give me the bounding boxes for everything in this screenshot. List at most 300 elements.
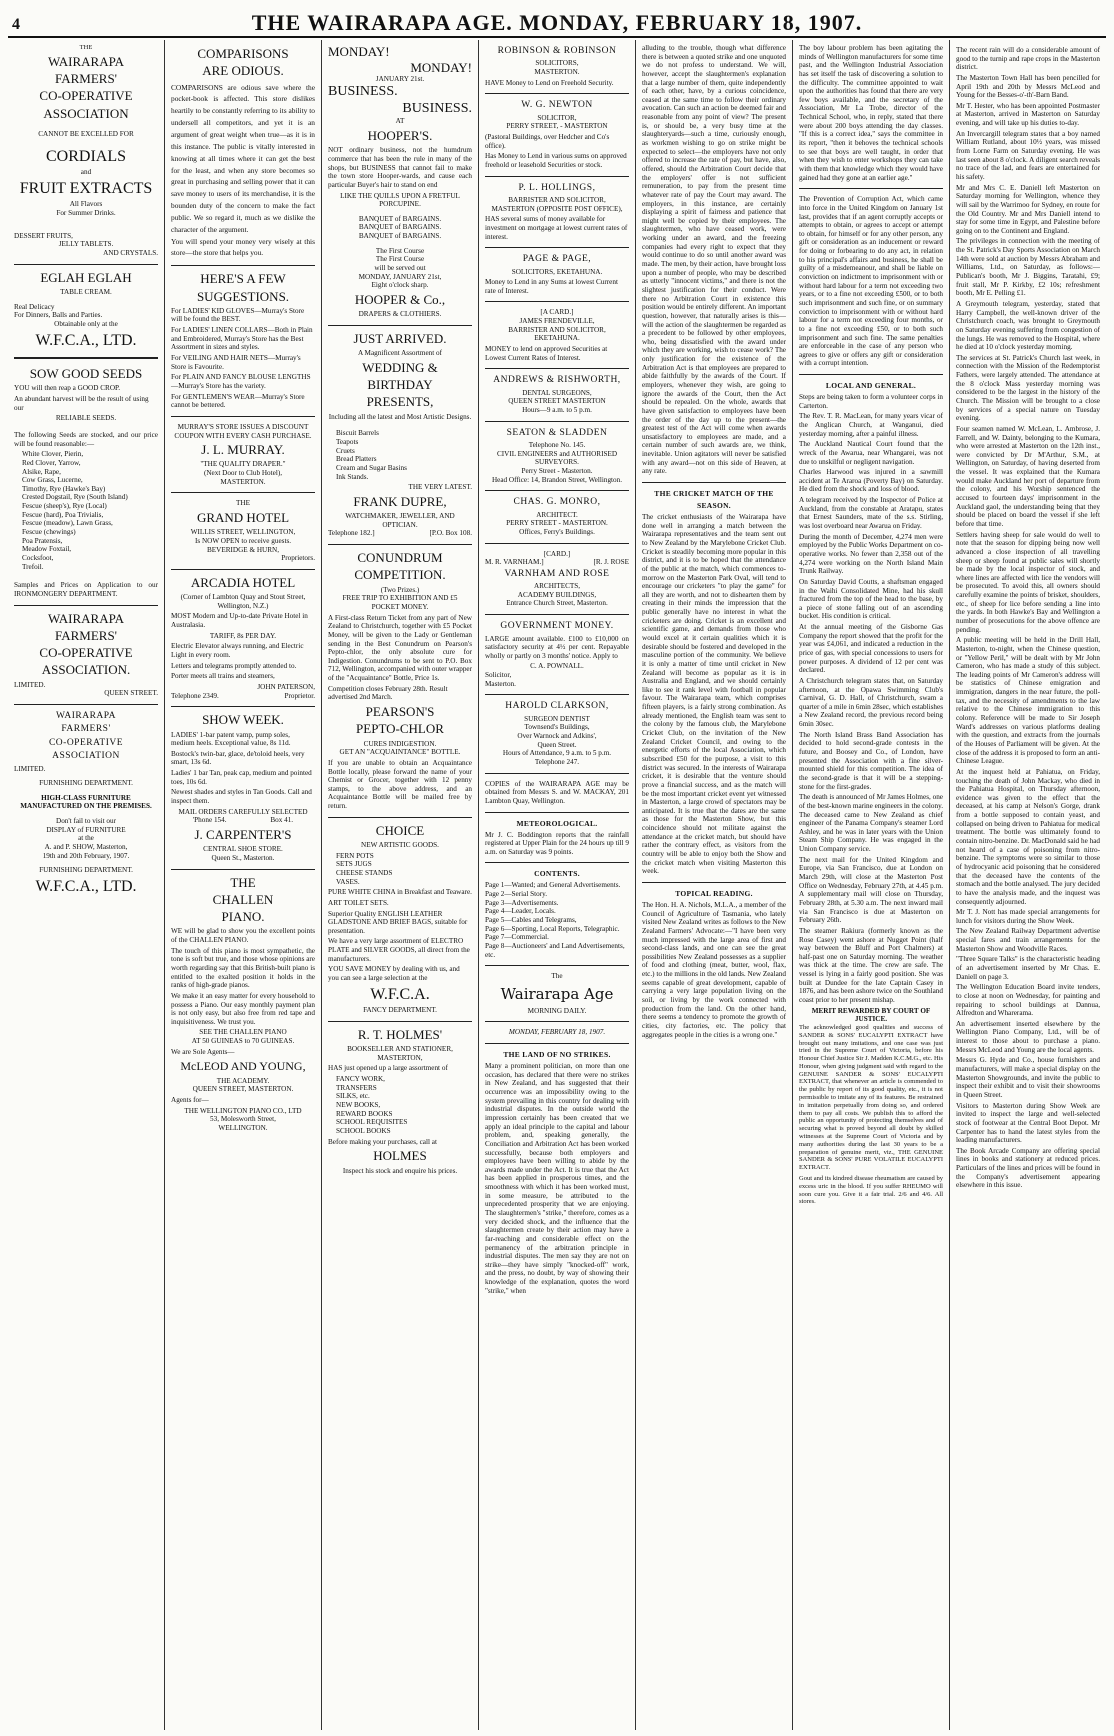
list-item: Cow Grass, Lucerne, [22, 476, 83, 485]
competition-closes: Competition closes February 28th. Result advertised 2nd March. [328, 684, 448, 702]
save-money: YOU SAVE MONEY by dealing with us, and you can see a large selection at the [328, 965, 460, 982]
banquet: BANQUET of BARGAINS. [358, 232, 442, 241]
varnham-partners [485, 558, 629, 567]
news-item: Visitors to Masterton during Show Week are invited to inspect the large and well-selected stock of footwear at the Central Boot Depot. Mr Carpenter has to hand the latest styles from the leading manufacturers. [956, 1101, 1100, 1145]
wfca-ad-name-3: CO-OPERATIVE [39, 88, 133, 104]
shoe-item: Newest shades and styles in Tan Goods. Call and inspect them. [171, 788, 312, 806]
holmes-list [336, 1075, 472, 1135]
holmes-town: MASTERTON, [377, 1053, 423, 1062]
varnham-name: VARNHAM AND ROSE [504, 568, 610, 579]
clarkson-street: Queen Street. [537, 740, 577, 749]
frendeville-title: BARRISTER AND SOLICITOR, [508, 325, 606, 334]
white-china: PURE WHITE CHINA in Breakfast and Teaware. [328, 888, 472, 897]
robinson-money: HAVE Money to Lend on Freehold Security. [485, 78, 614, 87]
list-item: White Clover, Pierin, [22, 450, 84, 459]
clarkson-title: SURGEON DENTIST [524, 714, 590, 723]
dessert-fruits: DESSERT FRUITS, [14, 231, 73, 240]
mail-orders: MAIL ORDERS CAREFULLY SELECTED [178, 807, 308, 816]
frendeville-name: JAMES FRENDEVILLE, [519, 317, 595, 326]
wfca-ltd-2: W.F.C.A., LTD. [35, 877, 137, 895]
list-item: Cocksfoot, [22, 553, 54, 562]
newton-office: (Pastoral Buildings, over Hedcher and Co's office). [485, 132, 610, 150]
challen-price: AT 50 GUINEAS to 70 GUINEAS. [191, 1037, 295, 1046]
business-at: AT [395, 117, 405, 126]
arcadia-address: (Corner of Lambton Quay and Stout Street, Wellington, N.Z.) [180, 593, 306, 610]
cannot-be-excelled: CANNOT BE EXCELLED FOR [38, 129, 134, 138]
andrews-address: QUEEN STREET MASTERTON [508, 397, 606, 406]
shoe-item: Ladies' 1 bar Tan, peak cap, medium and pointed toes, 10s 6d. [171, 769, 312, 786]
arcadia-tariff: TARIFF, 8s PER DAY. [209, 631, 277, 640]
free-trip: FREE TRIP TO EXHIBITION AND £5 POCKET MONEY. [342, 594, 458, 611]
just-arrived-heading: JUST ARRIVED. [353, 330, 447, 346]
list-item: Teapots [336, 438, 359, 447]
frendeville-card: [A CARD.] [540, 308, 574, 317]
news-item: The steamer Rakiura (formerly known as the Rose Casey) went ashore at Nugget Point (half way between the Bluff and Port Chalmers) at half-past one on Saturday morning. The weather was thick at the time. The crew are safe. The vessel is lying in a fairly good position. She was built at Dundee for the late Captain Casey in 1876, and has been ashore twice on the Southland coast prior to her present mishap. [799, 926, 943, 1004]
list-item: TRANSFERS [336, 1083, 377, 1092]
dupre-box: [P.O. Box 108. [429, 529, 472, 538]
list-item: Alsike, Rape, [22, 467, 61, 476]
contents-heading: CONTENTS. [534, 869, 580, 879]
page-page-name: PAGE & PAGE, [522, 254, 592, 265]
monro-address: PERRY STREET - MASTERTON. [506, 519, 608, 528]
latest-designs: Including all the latest and Most Artistic Designs. [328, 412, 472, 421]
column-7 [949, 40, 1106, 1730]
news-item: An Invercargill telegram states that a boy named William Rutland, about 10½ years, was missed from Lorne Farm on Saturday evening. He was last seen about 8 o'clock. A diligent search reveals no trace of the lad, and fears are entertained for his safety. [956, 129, 1101, 181]
news-item: A Greymouth telegram, yesterday, stated that Harry Campbell, the well-known driver of the Christchurch coach, was brought to Greymouth on Saturday evening suffering from congestion of the lungs. He was removed to the Hospital, where he died at 10 o'clock yesterday morning. [956, 299, 1100, 352]
flag-the: The [551, 972, 563, 981]
list-item: VASES. [336, 877, 360, 886]
varnham-partner-1: M. R. VARNHAM.] [485, 558, 544, 567]
leader-heading: THE LAND OF NO STRIKES. [503, 1050, 611, 1060]
list-item: SCHOOL REQUISITES [336, 1118, 408, 1127]
contents-item: Page 1—Wanted; and General Advertisements. [485, 881, 621, 890]
wfca2-name-4: ASSOCIATION. [41, 662, 131, 678]
first-course: The First Course [375, 255, 425, 264]
january-date: JANUARY 21st. [375, 75, 425, 84]
newton-name: W. G. NEWTON [521, 100, 593, 111]
carpenter-phone: 'Phone 154. [192, 816, 227, 825]
boy-labour: The boy labour problem has been agitating the minds of Wellington manufacturers for some time past, and the Wellington Industrial Association has set itself the task of discovering a solution to the difficulty. The committee appointed to wait upon the authorities has found that there are very few boys available, and the secretary of the Association, Mr La Trobe, director of the Technical School, who, in reply, stated that there were about 200 boys attending the day classes. "If this is a correct idea," says the committee in its report, "then it behoves the technical schools to see that boys are well taught, in order that when they wish to enter workshops they can take with them that knowledge which they would have gained had they gone at an earlier age." [799, 44, 943, 182]
wfca-ad-name-2: FARMERS' [54, 71, 118, 87]
very-latest: THE VERY LATEST. [408, 483, 472, 492]
piano-co-street: 53, Molesworth Street, [210, 1115, 276, 1124]
column-3 [321, 40, 478, 1730]
all-flavors: All Flavors [69, 200, 103, 209]
presents-list [336, 429, 472, 481]
suggestion-item: For GENTLEMEN'S WEAR—Murray's Store cannot be bettered. [171, 392, 305, 410]
varnham-card: [CARD.] [543, 549, 571, 558]
banquet: BANQUET of BARGAINS. [358, 223, 442, 232]
seaton-name: SEATON & SLADDEN [506, 427, 608, 438]
list-item: Fescue (hard), Poa Trivialis, [22, 510, 104, 519]
grand-proprietors-name: BEVERIDGE & HURN, [206, 545, 280, 554]
samples-note: Samples and Prices on Application to our IRONMONGERY DEPARTMENT. [14, 581, 158, 598]
suggestion-item: For LADIES' LINEN COLLARS—Both in Plain and Embroidered, Murray's Store has the Best Assortment in sizes and styles. [171, 326, 313, 352]
list-item: Cream and Sugar Basins [336, 463, 407, 472]
choice-list [336, 852, 472, 887]
carpenter-contacts [171, 816, 315, 825]
varnham-entrance: Entrance Church Street, Masterton. [506, 599, 608, 608]
pownall-town: Masterton. [485, 679, 516, 688]
robinson-solicitors: SOLICITORS, [535, 59, 579, 68]
piano-co: THE WELLINGTON PIANO CO., LTD [184, 1106, 302, 1115]
list-item: SILKS, etc. [336, 1092, 370, 1101]
column-1 [8, 40, 164, 1730]
list-item: REWARD BOOKS [336, 1109, 393, 1118]
wfca2-name-3: CO-OPERATIVE [39, 645, 133, 661]
leader-body-cont: alluding to the trouble, though what difference there is between a quoted strike and one unquoted we do not profess to understand. We will, however, accept the slaughtermen's explanation that a large number of them, quite independently of each other, have, by a curious coincidence, ceased at the same time to follow their ordinary avocation. Can such an action be deemed fair and reasonable from any point of view? The present is, or should be, a very busy time at the slaughteryards—such a time, curiously enough, as workmen wishing to go on strike might be expected to select—the employers have not only offered to increase the rate of pay, but have, also, offered, should the Arbitration Court decide that the employers' offer is not sufficient remuneration, to pay from the present time whatever rate of pay the Court may award. The employers, in this instance, are certainly displaying a spirit of fairness and patience that might well be copied by their employees. The slaughtermen, who have ceased work, were working under an award, and the freezing companies had every right to expect that they would continue to do so until another award was made. The men, by their action, have brought loss upon a number of people, who may be described as utterly "innocent victims," and there is not the slightest justification for their conduct. Were there no Arbitration Court in existence this position would be entirely different. An important question, however, that naturally arises is this—will the action of the slaughtermen be regarded as a precedent to be followed by other employees, who, being dissatisfied with the award under which they are working, wish to cease work? The only justification for the existence of the Arbitration Act is that employees are prepared to abide faithfully by the awards of the Court. If employers, whenever they wish, are going to ignore the awards of the Court, then the Act should be repealed. On the whole, awards that have given satisfaction to employees have been the order of the day up to the present—the greatest test of the Act will come when awards unsatisfactory to employees are made, and a certain number of such awards are, we think, inevitable. Union agitators will never be satisfied with any award—not on this side of Heaven, at any rate. [642, 44, 786, 476]
monro-title: ARCHITECT. [536, 510, 578, 519]
list-item: Poa Pratensis, [22, 536, 63, 545]
wfca3-name-1: WAIRARAPA [55, 710, 117, 721]
quality-draper: "THE QUALITY DRAPER." [200, 460, 286, 469]
watchmaker: WATCHMAKER, JEWELLER, AND OPTICIAN. [345, 512, 455, 529]
dupre-footer [328, 529, 472, 538]
hollings-address: MASTERTON (OPPOSITE POST OFFICE), [491, 204, 623, 213]
column-5 [635, 40, 792, 1730]
list-item: NEW BOOKS, [336, 1101, 381, 1109]
grand-proprietors: Proprietors. [281, 554, 315, 563]
contents-item: Page 7—Commercial. [485, 933, 549, 942]
hooper-body: NOT ordinary business, not the humdrum commerce that has been the rule in many of the shops, but BUSINESS that cannot fail to make the town store Hooper-wards, and cause each particular Buyer's hair to stand on end [328, 146, 472, 189]
morning-daily: MORNING DAILY. [527, 1006, 587, 1015]
page-number: 4 [12, 16, 20, 33]
challen-easy: We make it an easy matter for every household to possess a Piano. Our easy monthly payment plan is not only easy, but also free from red tape and inquisitiveness. We trust you. [171, 991, 315, 1026]
list-item: CHEESE STANDS [336, 868, 393, 877]
next-door: (Next Door to Club Hotel), [203, 469, 283, 478]
served-out: will be served out [374, 264, 426, 273]
discount-coupon: MURRAY'S STORE ISSUES A DISCOUNT COUPON WITH EVERY CASH PURCHASE. [174, 422, 312, 440]
news-item: The Rev. T. R. MacLean, for many years vicar of the Anglican Church, at Wanganui, died yesterday morning, after a painful illness. [799, 412, 943, 438]
cricket-heading-2: SEASON. [697, 501, 731, 511]
news-item: Mr T. J. Nott has made special arrangements for lunch for visitors during the Show Week. [956, 908, 1100, 925]
contents-item: Page 4—Leader, Locals. [485, 907, 556, 916]
holmes-before: Before making your purchases, call at [328, 1137, 437, 1146]
column-6 [792, 40, 949, 1730]
holmes-heading: R. T. HOLMES' [357, 1026, 443, 1042]
eight-oclock: Eight o'clock sharp. [371, 281, 429, 290]
monday-january: MONDAY, JANUARY 21st, [358, 272, 442, 281]
flag-wairarapa-age: Wairarapa Age [500, 984, 614, 1003]
pearsons: PEARSON'S [365, 704, 435, 719]
grand-address: WILLIS STREET, WELLINGTON, [190, 528, 296, 537]
clarkson-telephone: Telephone 247. [534, 757, 580, 766]
list-item: SCHOOL BOOKS [336, 1126, 391, 1135]
sow-good-seeds-heading: SOW GOOD SEEDS [29, 366, 143, 382]
merit-rewarded-body: The acknowledged good qualities and success of SANDER & SONS' EUCALYPTI EXTRACT have brought out many imitations, and one case was just tried in the Supreme Court of Victoria, before his Honour Chief Justice Sir J. Madden K.C.M.G., etc. His Honour, when giving judgment said with regard to the GENUINE SANDER & SONS' EUCALYPTI EXTRACT, that whenever an article is commended to the public by report of its good quality, etc., it is not permissible to imitate any of its features. Be restrained in imitation perpetually from doing so, and ordered them to pay all costs. We publish this to afford the public an opportunity of protecting themselves and of securing what is proved beyond all doubt by skilled witnesses at the Supreme Court of Victoria and by many authorities during the last 30 years to be a preparation of genuine merit, viz., THE GENUINE SANDER & SONS' PURE VOLATILE EUCALYPTI EXTRACT. [799, 1023, 943, 1172]
wfca3-limited: LIMITED. [14, 764, 46, 773]
clarkson-hours: Hours of Attendance, 9 a.m. to 5 p.m. [502, 749, 612, 758]
news-item: On Saturday David Coutts, a shaftsman engaged in the Waihi Consolidated Mine, had his skull fractured from the top of the head to the base, by a piece of stone falling out of an ascending bucket. His condition is critical. [799, 577, 943, 621]
conundrum-heading: CONUNDRUM [357, 550, 443, 566]
carpenter-box: Box 41. [270, 816, 294, 825]
column-2 [164, 40, 321, 1730]
show-masterton: A. and P. SHOW, Masterton, [44, 843, 128, 852]
clarkson-name: HAROLD CLARKSON, [505, 701, 609, 712]
are-odious-heading: ARE ODIOUS. [202, 63, 284, 79]
news-item: The Auckland Nautical Court found that the wreck of the Awarua, near Whangarei, was not due to unskilful or negligent navigation. [799, 440, 943, 466]
news-item: The next mail for the United Kingdom and Europe, via San Francisco, due at London on March 29th, will close at the Masterton Post Office on Wednesday, February 27th, at 4.45 p.m. A supplementary mail will close on Thursday, February 28th, at 5.30 a.m. The next inward mail via San Francisco is due at Masterton on February 26th. [799, 855, 943, 925]
conundrum-body: A First-class Return Ticket from any part of New Zealand to Christchurch, together with £5 Pocket Money, will be given to the Lady or Gentleman sending in the Best Conundrum on Pearson's Pepto-chlor, the only absolute cure for Indigestion. Conundrums to be sent to P.O. Box 712, Wellington, accompanied with outer wrapper of the "Acquaintance" Bottle, Price 1s. [328, 613, 472, 683]
for-dinners: For Dinners, Balls and Parties. [14, 311, 103, 320]
shoe-item: Bostock's twin-bar, glace, de'toloid heels, very smart, 13s 6d. [171, 749, 305, 767]
contents-item: Page 6—Sporting, Local Reports, Telegraphic. [485, 924, 620, 933]
cricket-heading-1: THE CRICKET MATCH OF THE [654, 489, 774, 499]
arcadia-porter: Porter meets all trains and steamers, [171, 672, 275, 681]
wfca2-name-1: WAIRARAPA [47, 610, 125, 626]
meteorological-body: Mr J. C. Boddington reports that the rainfall registered at Upper Plain for the 24 hours up till 9 a.m. on Saturday was 9 points. [485, 830, 629, 856]
mcleod-young: McLEOD AND YOUNG, [180, 1059, 306, 1074]
newton-street: PERRY STREET, - MASTERTON [506, 122, 608, 131]
monday-1: MONDAY! [328, 44, 390, 59]
challen-the: THE [230, 874, 256, 890]
frendeville-town: EKETAHUNA. [534, 334, 580, 343]
newspaper-title: THE WAIRARAPA AGE. MONDAY, FEBRUARY 18, 1907. [251, 10, 863, 35]
news-item: The Wellington Education Board invite tenders, to close at noon on Wednesday, for painting and repairing to school buildings at Dannua, Alfredton and Wharerama. [956, 983, 1100, 1018]
suggestion-item: For VEILING AND HAIR NETS—Murray's Store is Favourite. [171, 354, 301, 371]
arcadia-modern: MOST Modern and Up-to-date Private Hotel in Australasia. [171, 612, 308, 630]
leader-date: MONDAY, FEBRUARY 18, 1907. [508, 1028, 606, 1037]
holmes-inspect: Inspect his stock and enquire his prices. [342, 1166, 458, 1175]
electro-plate: We have a very large assortment of ELECTRO PLATE and SILVER GOODS, all direct from the manufacturers. [328, 937, 470, 963]
news-item: The New Zealand Railway Department advertise special fares and train arrangements for the Masterton Show and Woodville Races. [956, 927, 1100, 953]
competition-heading: COMPETITION. [354, 567, 446, 583]
porcupine: LIKE THE QUILLS UPON A FRETFUL PORCUPINE. [340, 191, 460, 209]
dupre-telephone: Telephone 182.] [328, 529, 375, 538]
andrews-name: ANDREWS & RISHWORTH, [493, 375, 621, 386]
fruit-extracts-heading: FRUIT EXTRACTS [19, 179, 153, 197]
corruption-act: The Prevention of Corruption Act, which came into force in the United Kingdom on January 1st last, provides that if an agent corruptly accepts or attempts to obtain, or agrees to accept or attempt to obtain, for himself or for any other person, any gift or consideration as an inducement or reward for doing or forbearing to do any act, in relation to his principal's affairs and business, he shall be guilty of a misdemeanour, and shall be liable on conviction on indictment to imprisonment with or without hard labour for a term not exceeding two years, or to a fine not exceeding £500, or to both such imprisonment and such fine, or on summary conviction to imprisonment with or without hard labour for a term not exceeding four months, or to a fine not exceeding £50, or to both such imprisonment and such fine. The same penalties are enforceable in the case of any person who agrees to give or offers any gift or consideration with a corrupt intention. [799, 195, 943, 368]
news-item: The services at St. Patrick's Church last week, in connection with the Mission of the Redemptorist Fathers, were largely attended. The attendance at the 8 o'clock Mass yesterday morning was considered to be the largest in the history of the Church. The Mission will be brought to a close by services of a special nature on Tuesday evening. [956, 353, 1100, 423]
cordials-and: and [80, 168, 92, 177]
list-item: Fescue (sheep's), Rye (Local) [22, 502, 107, 511]
list-item: Meadow Foxtail, [22, 545, 72, 554]
comparisons-close: You will spend your money very wisely at this store—the store that helps you. [171, 236, 315, 258]
news-item: "Three Square Talks" is the characteristic heading of an advertisement inserted by Mr Chas. E. Daniell on page 3. [956, 955, 1100, 981]
government-money: GOVERNMENT MONEY. [500, 621, 614, 632]
hollings-title: BARRISTER AND SOLICITOR, [508, 195, 606, 204]
robinson-town: MASTERTON. [534, 68, 580, 77]
mcleod-address: QUEEN STREET, MASTERTON. [192, 1085, 294, 1094]
murray-name: J. L. MURRAY. [201, 442, 285, 458]
page-page-title: SOLICITORS, EKETAHUNA. [511, 267, 603, 276]
business-1: BUSINESS. [328, 83, 398, 99]
holmes-name: HOLMES [373, 1148, 427, 1164]
jelly-tablets: JELLY TABLETS. [58, 240, 114, 249]
list-item: FANCY WORK, [336, 1075, 385, 1084]
clarkson-over: Over Warnock and Adkins', [517, 732, 597, 741]
varnham-buildings: ACADEMY BUILDINGS, [517, 590, 597, 599]
news-item: Mr and Mrs C. E. Daniell left Masterton on Saturday morning for Wellington, whence they will sail by the Warrimoo for Sydney, en route for the Old Country. Mr and Mrs Daniell intend to stay for some time in Egypt, and Palestine before going on to the Continent and England. [956, 183, 1100, 235]
monro-name: CHAS. G. MONRO, [513, 497, 601, 508]
government-money-body: LARGE amount available. £100 to £10,000 on satisfactory security at 4½ per cent. Repayable wholly or partly on 3 months' notice. Apply to [485, 634, 629, 660]
grand-open: Is NOW OPEN to receive guests. [194, 536, 292, 545]
suggestion-item: For LADIES' KID GLOVES—Murray's Store will be found the BEST. [171, 306, 305, 324]
newton-money: Has Money to Lend in various sums on approved freehold or leasehold Securities or stock. [485, 152, 627, 169]
list-item: Trefoil. [22, 562, 44, 571]
news-item: The privileges in connection with the meeting of the St. Patrick's Day Sports Association on March 14th were sold at auction by Messrs Abraham and Williams, Ltd., on Saturday, as follows:—Publican's booth, Mr J. Biggins, Taratahi, £9; fruit stall, Mr P. Kirkby, £2 10s; refreshment booth, Mr E. Pelling £1. [956, 237, 1100, 298]
suggestions-heading-2: SUGGESTIONS. [196, 288, 290, 304]
carpenter-store: CENTRAL SHOE STORE. [203, 845, 283, 854]
masthead [8, 6, 1106, 38]
arcadia-telephone: Telephone 2349. [171, 691, 219, 700]
news-item: Four seamen named W. McLean, L. Ambrose, J. Farrell, and W. Dainty, belonging to the Kumara, who were arrested at Masterton on the 12th inst., were convicted by Dr M'Arthur, S.M., at Wellington, on Saturday, of having deserted from the vessel. It was explained that the Kumara would make Auckland her port of departure from the colony, and his Worship sentenced the accused to fourteen days' imprisonment in the Auckland gaol, the understanding being that they should be placed on board the vessel if she left before that time. [956, 424, 1100, 528]
arcadia-proprietor: Proprietor. [284, 691, 315, 700]
arcadia-letters: Letters and telegrams promptly attended to. [171, 661, 297, 670]
comparisons-heading: COMPARISONS [197, 46, 289, 61]
wfca-ad-name-1: WAIRARAPA [47, 53, 125, 69]
list-item: Fescue (chewings) [22, 528, 76, 537]
challen-piano: PIANO. [221, 909, 265, 925]
seaton-head-office: Head Office: 14, Brandon Street, Wellington. [491, 475, 623, 484]
monro-offices: Offices, Ferry's Buildings. [519, 527, 595, 536]
acquaintance-body: If you are unable to obtain an Acquaintance Bottle locally, please forward the name of your Chemist or Grocer, together with 12 penny stamps, to the above address, and an Acquaintance Bottle will be mailed free by return. [328, 758, 472, 811]
wfca3-name-4: ASSOCIATION [52, 751, 120, 762]
high-class-furniture: HIGH-CLASS FURNITURE MANUFACTURED ON THE PREMISES. [20, 793, 152, 811]
hollings-money: HAS several sums of money available for investment on mortgage at lowest current rates of interest. [485, 215, 628, 241]
news-item: At the annual meeting of the Gisborne Gas Company the report showed that the profit for the year was £4,061, and indicated a reduction in the price of gas, with special concessions to users for power purposes. A dividend of 12 per cent was declared. [799, 623, 943, 675]
news-item: A Christchurch telegram states that, on Saturday afternoon, at the Opawa Swimming Club's Carnival, G. D. Hall, of Christchurch, swam a quarter of a mile in 6min 28sec, which establishes a New Zealand record, the previous record being 6min 30sec. [799, 676, 943, 729]
cricket-body: The cricket enthusiasts of the Wairarapa have done well in arranging a match between the Wairarapa representatives and the team sent out to New Zealand by the Marylebone Cricket Club. Cricket is steadily becoming more popular in this district, and it is to be hoped that the attendance of the public at the match, which commences to-morrow on the Masterton Park Oval, will tend to encourage our cricketers "to play the game" for all they are worth, and not to dishearten them by creating in their minds the impression that the public generally have no interest in what the cricketers are doing. Cricket is an excellent and scientific game, and demands from those who would excel at it certain qualities which it is desirable should be fostered and developed in the masculine portion of the community. We believe it is only a matter of time until cricket in New Zealand will become as popular as it is in Australia and England, and we should certainly like to see it rank level with football in popular favour. The Wairarapa team, which comprises fifteen players, is a fairly strong combination. As already mentioned, the English team was sent to the colony by the famous club, the Marylebone Cricket Club, on the invitation of the New Zealand Cricket Council, and owing to the energetic efforts of the local Association, which subscribed £50 for the purpose, a visit to this district was secured. In the interests of Wairarapa cricket, it is desirable that the venture should prove a financial success, and as the match will be the most important cricket event yet witnessed in Masterton, a large crowd of spectators may be anticipated. It is true that the dates are the same as those for the Masterton Show, but this coincidence should not militate against the attendance at the cricket match, but should have rather the contrary effect, as visitors from the country will be able to enjoy both the Show and the cricket match when visiting Masterton this week. [642, 513, 786, 876]
challen-intro: WE will be glad to show you the excellent points of the CHALLEN PIANO. [171, 927, 315, 945]
obtainable-only: Obtainable only at the [54, 319, 118, 328]
pownall-solicitor: Solicitor, [485, 671, 512, 680]
varnham-partner-2: [R. J. ROSE [593, 558, 629, 567]
display-furniture: DISPLAY of FURNITURE [46, 825, 126, 834]
show-week-heading: SHOW WEEK. [202, 712, 284, 728]
carpenter-address: Queen St., Masterton. [211, 853, 275, 862]
meteorological-heading: METEOROLOGICAL. [516, 818, 598, 828]
pepto-chlor: PEPTO-CHLOR [356, 721, 444, 737]
hooper-co-name: HOOPER & Co., [354, 291, 446, 307]
list-item: Red Clover, Yarrow, [22, 458, 81, 467]
list-item: Ink Stands. [336, 472, 369, 481]
acquaintance-bottle: GET AN "ACQUAINTANCE" BOTTLE. [339, 748, 461, 757]
artistic-goods: NEW ARTISTIC GOODS. [361, 841, 439, 850]
arcadia-name: ARCADIA HOTEL [190, 574, 296, 590]
news-item: At the inquest held at Pahiatua, on Friday, touching the death of John Mackay, who died in the Pahiatua Hospital, on Thursday afternoon, evidence was given to the effect that the deceased, at his camp at Nelson's Gorge, drank from a bottle supposed to contain yeast, and collapsed on being driven to Pahiatua for medical treatment. The bottle was ultimately found to contain nitro-benzine. Dr. MacDonald said he had not heard of a case of poisoning from nitro-benzine. The symptoms were so similar to those of hydrocyanic acid poisoning that he considered that the deceased have the contents of the stomach and the bottle analysed. The jury decided to have the analysis made, and the inquest was consequently adjourned. [956, 767, 1100, 906]
news-item: Messrs G. Hyde and Co., house furnishers and manufacturers, will make a special display on the Masterton Showgrounds, and invite the public to inspect their exhibit and to visit their showrooms in Queen Street. [956, 1056, 1100, 1099]
news-item: Mr T. Hester, who has been appointed Postmaster at Masterton, arrived in Masterton on Saturday evening, and will take up his duties to-day. [956, 101, 1100, 128]
wfca-ltd-1: W.F.C.A., LTD. [35, 331, 137, 349]
holmes-opened: HAS just opened up a large assortment of [328, 1064, 448, 1073]
varnham-title: ARCHITECTS, [533, 582, 581, 591]
clarkson-buildings: Townsend's Buildings, [524, 723, 590, 732]
seaton-address: Perry Street - Masterton. [521, 466, 593, 475]
seeds-stocked-note: The following Seeds are stocked, and our price will be found reasonable:— [14, 430, 158, 448]
rheumo-ad: Gout and its kindred disease rheumatism are caused by excess uric in the blood. If you suffer RHEUMO will soon cure you. Give it a fair trial. 2/6 and 4/6. All stores. [799, 1175, 943, 1206]
frendeville-money: MONEY to lend on approved Securities at Lowest Current Rates of Interest. [485, 345, 608, 362]
birthday: BIRTHDAY [367, 377, 433, 393]
furnishing-dept-2: FURNISHING DEPARTMENT. [39, 866, 133, 875]
robinson-name: ROBINSON & ROBINSON [497, 46, 617, 56]
news-item: Charles Harwood was injured in a sawmill accident at Te Araroa (Poverty Bay) on Saturday. He died from the shock and loss of blood. [799, 468, 943, 494]
choice-heading: CHOICE [375, 822, 425, 838]
two-prizes: (Two Prizes.) [380, 585, 420, 594]
news-item: A telegram received by the Inspector of Police at Auckland, from the constable at Aratapu, states that Ernest Saunders, mate of the s.s. Stirling, was lost overboard near Awarua on Friday. [799, 496, 943, 531]
cures-indigestion: CURES INDIGESTION. [363, 739, 437, 748]
news-item: The North Island Brass Band Association has decided to hold second-grade contests in the future, and Boosey and Co., of London, have presented the Association with a fine silver-mounted shield for this competition. The idea of the second-grade is that it will be a stepping-stone for the first-grades. [799, 730, 943, 791]
monday-2: MONDAY! [410, 59, 472, 75]
arcadia-proprietor-name: JOHN PATERSON, [257, 682, 315, 691]
summer-drinks: For Summer Drinks. [56, 209, 116, 218]
contents-item: Page 8—Auctioneers' and Land Advertisements, etc. [485, 941, 625, 959]
table-cream: TABLE CREAM. [60, 287, 112, 296]
reap-good-crop: YOU will then reap a GOOD CROP. [14, 384, 121, 393]
business-2: BUSINESS. [402, 100, 472, 116]
fancy-department: FANCY DEPARTMENT. [363, 1006, 437, 1015]
news-item: The Book Arcade Company are offering special lines in books and stationery at reduced prices. Particulars of the lines and prices will be found in the Company's advertisement appearing elsewhere in this issue. [956, 1146, 1100, 1190]
sole-agents: We are Sole Agents— [171, 1047, 235, 1056]
academy: THE ACADEMY. [216, 1076, 270, 1085]
reliable-seeds: RELIABLE SEEDS. [55, 414, 117, 423]
challen-touch: The touch of this piano is most sympathetic, the tone is soft but true, and those whose opinions are worth regarding say that this British-built piano is entitled to the exalted position it holds in the ranks of high-grade pianos. [171, 946, 315, 990]
wfca3-name-3: CO-OPERATIVE [48, 737, 124, 748]
cordials-heading: CORDIALS [45, 147, 126, 165]
murray-town: MASTERTON. [220, 477, 266, 486]
news-item: The Masterton Town Hall has been pencilled for April 19th and 20th by Messrs McLeod and Young for the Besses-o'-th'-Barn Band. [956, 73, 1100, 100]
news-item: During the month of December, 4,274 men were employed by the Public Works Department on co-operative works. No fewer than 2,358 out of the 4,274 were working on the North Island Main Trunk Railway. [799, 532, 944, 576]
andrews-title: DENTAL SURGEONS, [522, 388, 592, 397]
copies-note: COPIES of the WAIRARAPA AGE may be obtained from Messrs S. and W. MACKAY, 201 Lambton Quay, Wellington. [485, 779, 629, 805]
frank-dupre-name: FRANK DUPRE, [353, 493, 447, 509]
columns [8, 40, 1106, 1730]
newton-solicitor: SOLICITOR, [537, 113, 577, 122]
wfca2-name-2: FARMERS' [54, 627, 118, 643]
seed-list [22, 450, 158, 571]
piano-co-city: WELLINGTON. [218, 1123, 268, 1132]
news-item: The recent rain will do a considerable amount of good to the turnip and rape crops in the Masterton district. [956, 46, 1100, 72]
list-item: Crested Dogstail, Rye (South Island) [22, 493, 128, 502]
wfca3-name-2: FARMERS' [61, 724, 111, 735]
wfca-fancy-name: W.F.C.A. [370, 985, 430, 1003]
crystals: AND CRYSTALS. [103, 249, 158, 258]
news-item: Steps are being taken to form a volunteer corps in Carterton. [799, 393, 943, 410]
contents-item: Page 5—Cables and Telegrams, [485, 915, 577, 924]
merit-rewarded-heading: MERIT REWARDED BY COURT OF JUSTICE. [811, 1006, 931, 1024]
wfca-ad-the: THE [79, 44, 93, 51]
suggestion-item: For PLAIN AND FANCY BLOUSE LENGTHS—Murray's Store has the variety. [171, 373, 311, 390]
seaton-title: CIVIL ENGINEERS and AUTHORISED SURVEYORS. [496, 449, 618, 467]
list-item: Timothy, Rye (Hawke's Bay) [22, 484, 106, 493]
news-item: A public meeting will be held in the Drill Hall, Masterton, to-night, when the Chinese question, or "Yellow Peril," will be dealt with by Mr John Cameron, who has made a study of this subject. The leading points of Mr Cameron's address will be statistics of Chinese emigration and immigration, dangers in the near future, the poll-tax, and the necessity of amendments to the law relative to the Chinese immigration to this colony. Reference will be made to Sir Joseph Ward's addresses on various platforms dealing with the question, and extracts from the journals of the Houses of Parliament will be given. At the close of the address it is proposed to form an anti-Chinese League. [956, 636, 1100, 766]
list-item: Fescue (meadow), Lawn Grass, [22, 519, 113, 528]
list-item: Cruets [336, 446, 355, 455]
andrews-hours: Hours—9 a.m. to 5 p.m. [522, 405, 592, 414]
shoe-item: LADIES' 1-bar patent vamp, pump soles, medium heels. Exceptional value, 8s 11d. [171, 730, 291, 748]
show-dates: 19th and 20th February, 1907. [42, 851, 130, 860]
contents-item: Page 2—Serial Story. [485, 890, 548, 899]
topical-heading: TOPICAL READING. [675, 888, 753, 898]
news-item: An advertisement inserted elsewhere by the Wellington Piano Company, Ltd., will be of interest to those about to purchase a piano. Messrs McLeod and Young are the local agents. [956, 1019, 1100, 1054]
holmes-trade: BOOKSELLER AND STATIONER, [347, 1045, 453, 1054]
dont-fail: Don't fail to visit our [56, 817, 116, 826]
list-item: Bread Platters [336, 455, 377, 464]
list-item: FERN POTS [336, 851, 374, 860]
list-item: SETS JUGS [336, 860, 372, 869]
at-the: at the [78, 834, 94, 843]
wedding: WEDDING & [362, 359, 438, 375]
list-item: Biscuit Barrels [336, 429, 379, 438]
banquet: BANQUET of BARGAINS. [358, 214, 442, 223]
magnificent: A Magnificent Assortment of [357, 349, 443, 358]
abundant-harvest: An abundant harvest will be the result of using our [14, 395, 149, 412]
first-course: The First Course [375, 246, 425, 255]
toilet-sets: ART TOILET SETS. [328, 898, 389, 907]
local-general-heading: LOCAL AND GENERAL. [825, 381, 917, 391]
wfca2-limited: LIMITED. [14, 680, 46, 689]
news-item: Settlers having sheep for sale would do well to note that the season for dipping being now well advanced a close inspection of all travelling sheep or sheep found at public sales will shortly be made by the local inspector of stock, and where lines are affected with lice the vendors will be prosecuted. To avoid this, all owners should carefully examine the points of brisket, shoulders, etc., of sheep for lice before sending a line into the yards. In both Hawke's Bay and Wellington a number of prosecutions for the above offence are pending. [956, 530, 1100, 634]
